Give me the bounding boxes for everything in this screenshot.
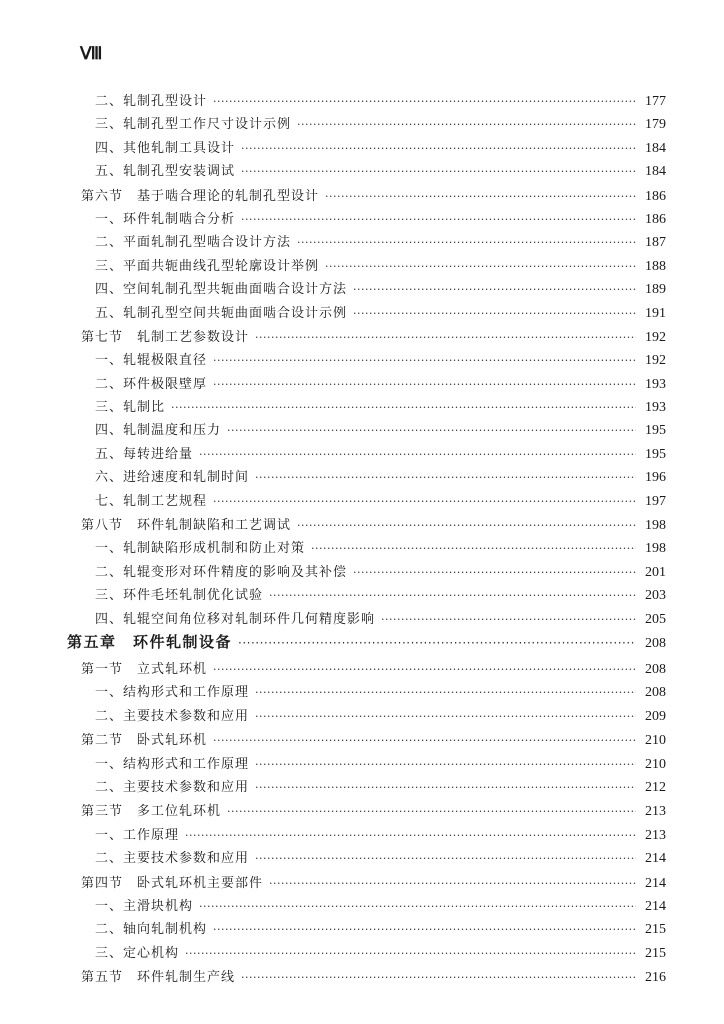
toc-entry-title: 第七节 轧制工艺参数设计 — [81, 329, 250, 345]
dot-leader — [255, 710, 636, 723]
toc-entry-item — [0, 231, 724, 254]
toc-entry-page: 213 — [645, 827, 666, 843]
toc-entry-title: 第一节 立式轧环机 — [81, 661, 208, 677]
dot-leader — [213, 378, 636, 391]
toc-entry-page: 214 — [645, 898, 666, 914]
toc-entry-page: 205 — [645, 611, 666, 627]
dot-leader — [255, 852, 636, 865]
dot-leader — [255, 686, 636, 699]
toc-entry-item — [0, 537, 724, 560]
toc-entry-page: 201 — [645, 564, 666, 580]
dot-leader — [353, 307, 636, 320]
toc-entry-title: 一、主滑块机构 — [95, 898, 194, 914]
toc-entry-section — [0, 514, 724, 537]
toc-entry-item — [0, 824, 724, 847]
toc-entry-title: 五、每转进给量 — [95, 446, 194, 462]
toc-entry-page: 195 — [645, 423, 666, 439]
toc-entry-item — [0, 895, 724, 918]
toc-entry-page: 215 — [645, 945, 666, 961]
toc-entry-title: 三、平面共轭曲线孔型轮廓设计举例 — [95, 258, 320, 274]
toc-entry-title: 四、空间轧制孔型共轭曲面啮合设计方法 — [95, 282, 348, 298]
toc-entry-section — [0, 966, 724, 989]
toc-entry-item — [0, 776, 724, 799]
toc-entry-page: 184 — [645, 140, 666, 156]
toc-entry-title: 四、其他轧制工具设计 — [95, 140, 236, 156]
toc-entry-title: 二、主要技术参数和应用 — [95, 851, 250, 867]
toc-entry-item — [0, 396, 724, 419]
toc-entry-title: 一、工作原理 — [95, 827, 180, 843]
dot-leader — [241, 971, 636, 984]
toc-entry-item — [0, 847, 724, 870]
toc-entry-title: 第五章 环件轧制设备 — [67, 632, 233, 651]
toc-entry-item — [0, 942, 724, 965]
dot-leader — [269, 877, 636, 890]
toc-entry-page: 177 — [645, 94, 666, 109]
toc-entry-title: 二、环件极限壁厚 — [95, 376, 208, 392]
toc-entry-item — [0, 584, 724, 607]
toc-entry-page: 214 — [645, 851, 666, 867]
toc-entry-item — [0, 113, 724, 136]
toc-entry-page: 212 — [645, 779, 666, 795]
toc-entry-item — [0, 302, 724, 325]
toc-entry-page: 192 — [645, 353, 666, 369]
toc-entry-page: 214 — [645, 875, 666, 891]
toc-entry-page: 188 — [645, 258, 666, 274]
dot-leader — [213, 734, 636, 747]
toc-entry-page: 208 — [645, 661, 666, 677]
toc-entry-title: 一、结构形式和工作原理 — [95, 685, 250, 701]
dot-leader — [213, 95, 636, 108]
dot-leader — [241, 213, 636, 226]
dot-leader — [325, 260, 636, 273]
dot-leader — [255, 471, 636, 484]
toc-entry-item — [0, 160, 724, 183]
toc-entry-title: 二、主要技术参数和应用 — [95, 779, 250, 795]
toc-entry-title: 二、轧制孔型设计 — [95, 94, 208, 109]
toc-entry-title: 三、定心机构 — [95, 945, 180, 961]
toc-entry-page: 193 — [645, 376, 666, 392]
toc-entry-title: 二、主要技术参数和应用 — [95, 708, 250, 724]
toc-entry-page: 187 — [645, 235, 666, 251]
toc-entry-page: 210 — [645, 733, 666, 749]
toc-entry-item — [0, 137, 724, 160]
toc-entry-page: 215 — [645, 922, 666, 938]
toc-entry-item — [0, 490, 724, 513]
toc-entry-title: 第六节 基于啮合理论的轧制孔型设计 — [81, 188, 320, 204]
toc-entry-title: 一、环件轧制啮合分析 — [95, 211, 236, 227]
toc-entry-title: 二、平面轧制孔型啮合设计方法 — [95, 235, 292, 251]
dot-leader — [255, 331, 636, 344]
toc-entry-item — [0, 373, 724, 396]
toc-entry-page: 213 — [645, 804, 666, 820]
toc-entry-page: 192 — [645, 329, 666, 345]
dot-leader — [297, 236, 636, 249]
toc-entry-page: 210 — [645, 756, 666, 772]
toc-entry-item — [0, 466, 724, 489]
toc-entry-title: 三、轧制孔型工作尺寸设计示例 — [95, 117, 292, 133]
toc-entry-item — [0, 608, 724, 631]
toc-entry-page: 197 — [645, 493, 666, 509]
dot-leader — [353, 566, 636, 579]
dot-leader — [213, 663, 636, 676]
dot-leader — [241, 142, 636, 155]
toc-entry-section — [0, 185, 724, 208]
toc-entry-item — [0, 255, 724, 278]
toc-entry-page: 186 — [645, 211, 666, 227]
dot-leader — [269, 589, 636, 602]
toc-entry-item — [0, 918, 724, 941]
toc-entry-title: 五、轧制孔型空间共轭曲面啮合设计示例 — [95, 305, 348, 321]
toc-entry-title: 一、轧辊极限直径 — [95, 353, 208, 369]
toc-entry-page: 189 — [645, 282, 666, 298]
toc-entry-section — [0, 658, 724, 681]
toc-entry-page: 186 — [645, 188, 666, 204]
dot-leader — [381, 613, 636, 626]
toc-entry-item — [0, 90, 724, 113]
toc-entry-section — [0, 872, 724, 895]
dot-leader — [199, 448, 636, 461]
dot-leader — [353, 283, 636, 296]
toc-entry-section — [0, 326, 724, 349]
dot-leader — [311, 542, 636, 555]
toc-entry-page: 184 — [645, 164, 666, 180]
dot-leader — [227, 424, 636, 437]
toc-entry-page: 198 — [645, 541, 666, 557]
toc-entry-title: 三、环件毛坯轧制优化试验 — [95, 588, 264, 604]
toc-entry-item — [0, 349, 724, 372]
toc-entry-page: 196 — [645, 470, 666, 486]
toc-entry-page: 203 — [645, 588, 666, 604]
toc-entry-item — [0, 443, 724, 466]
toc-entry-item — [0, 561, 724, 584]
toc-entry-page: 191 — [645, 305, 666, 321]
toc-entry-item — [0, 705, 724, 728]
dot-leader — [213, 495, 636, 508]
dot-leader — [255, 758, 636, 771]
dot-leader — [185, 829, 636, 842]
toc-entry-title: 第四节 卧式轧环机主要部件 — [81, 875, 264, 891]
toc-entry-chapter — [0, 631, 724, 657]
toc-entry-page: 209 — [645, 708, 666, 724]
page-number: Ⅷ — [80, 44, 102, 63]
toc-entry-item — [0, 681, 724, 704]
toc-entry-title: 二、轴向轧制机构 — [95, 922, 208, 938]
dot-leader — [227, 805, 636, 818]
toc-entry-title: 一、结构形式和工作原理 — [95, 756, 250, 772]
toc-entry-item — [0, 419, 724, 442]
toc-entry-page: 195 — [645, 446, 666, 462]
toc-entry-item — [0, 208, 724, 231]
toc-entry-page: 208 — [645, 635, 666, 651]
toc-entry-title: 六、进给速度和轧制时间 — [95, 470, 250, 486]
toc-entry-page: 193 — [645, 400, 666, 416]
toc-entry-item — [0, 278, 724, 301]
toc-entry-page: 198 — [645, 518, 666, 534]
toc-entry-page: 179 — [645, 117, 666, 133]
dot-leader — [238, 636, 636, 650]
dot-leader — [241, 165, 636, 178]
toc-entry-page: 208 — [645, 685, 666, 701]
toc-entry-title: 五、轧制孔型安装调试 — [95, 164, 236, 180]
dot-leader — [199, 900, 636, 913]
dot-leader — [171, 401, 636, 414]
dot-leader — [185, 947, 636, 960]
dot-leader — [255, 781, 636, 794]
toc-entry-page: 216 — [645, 970, 666, 986]
dot-leader — [297, 118, 636, 131]
dot-leader — [213, 354, 636, 367]
toc-entry-title: 第二节 卧式轧环机 — [81, 733, 208, 749]
dot-leader — [213, 923, 636, 936]
dot-leader — [297, 519, 636, 532]
toc-entry-title: 七、轧制工艺规程 — [95, 493, 208, 509]
toc-entry-item — [0, 753, 724, 776]
toc-entry-title: 第五节 环件轧制生产线 — [81, 970, 236, 986]
toc-entry-title: 第三节 多工位轧环机 — [81, 804, 222, 820]
toc-entry-section — [0, 800, 724, 823]
toc-entry-title: 三、轧制比 — [95, 400, 166, 416]
toc-entry-title: 二、轧辊变形对环件精度的影响及其补偿 — [95, 564, 348, 580]
toc-entry-title: 一、轧制缺陷形成机制和防止对策 — [95, 541, 306, 557]
toc-entry-title: 四、轧辊空间角位移对轧制环件几何精度影响 — [95, 611, 376, 627]
toc-entry-title: 四、轧制温度和压力 — [95, 423, 222, 439]
table-of-contents — [0, 90, 724, 989]
toc-entry-title: 第八节 环件轧制缺陷和工艺调试 — [81, 518, 292, 534]
dot-leader — [325, 190, 636, 203]
toc-entry-section — [0, 729, 724, 752]
